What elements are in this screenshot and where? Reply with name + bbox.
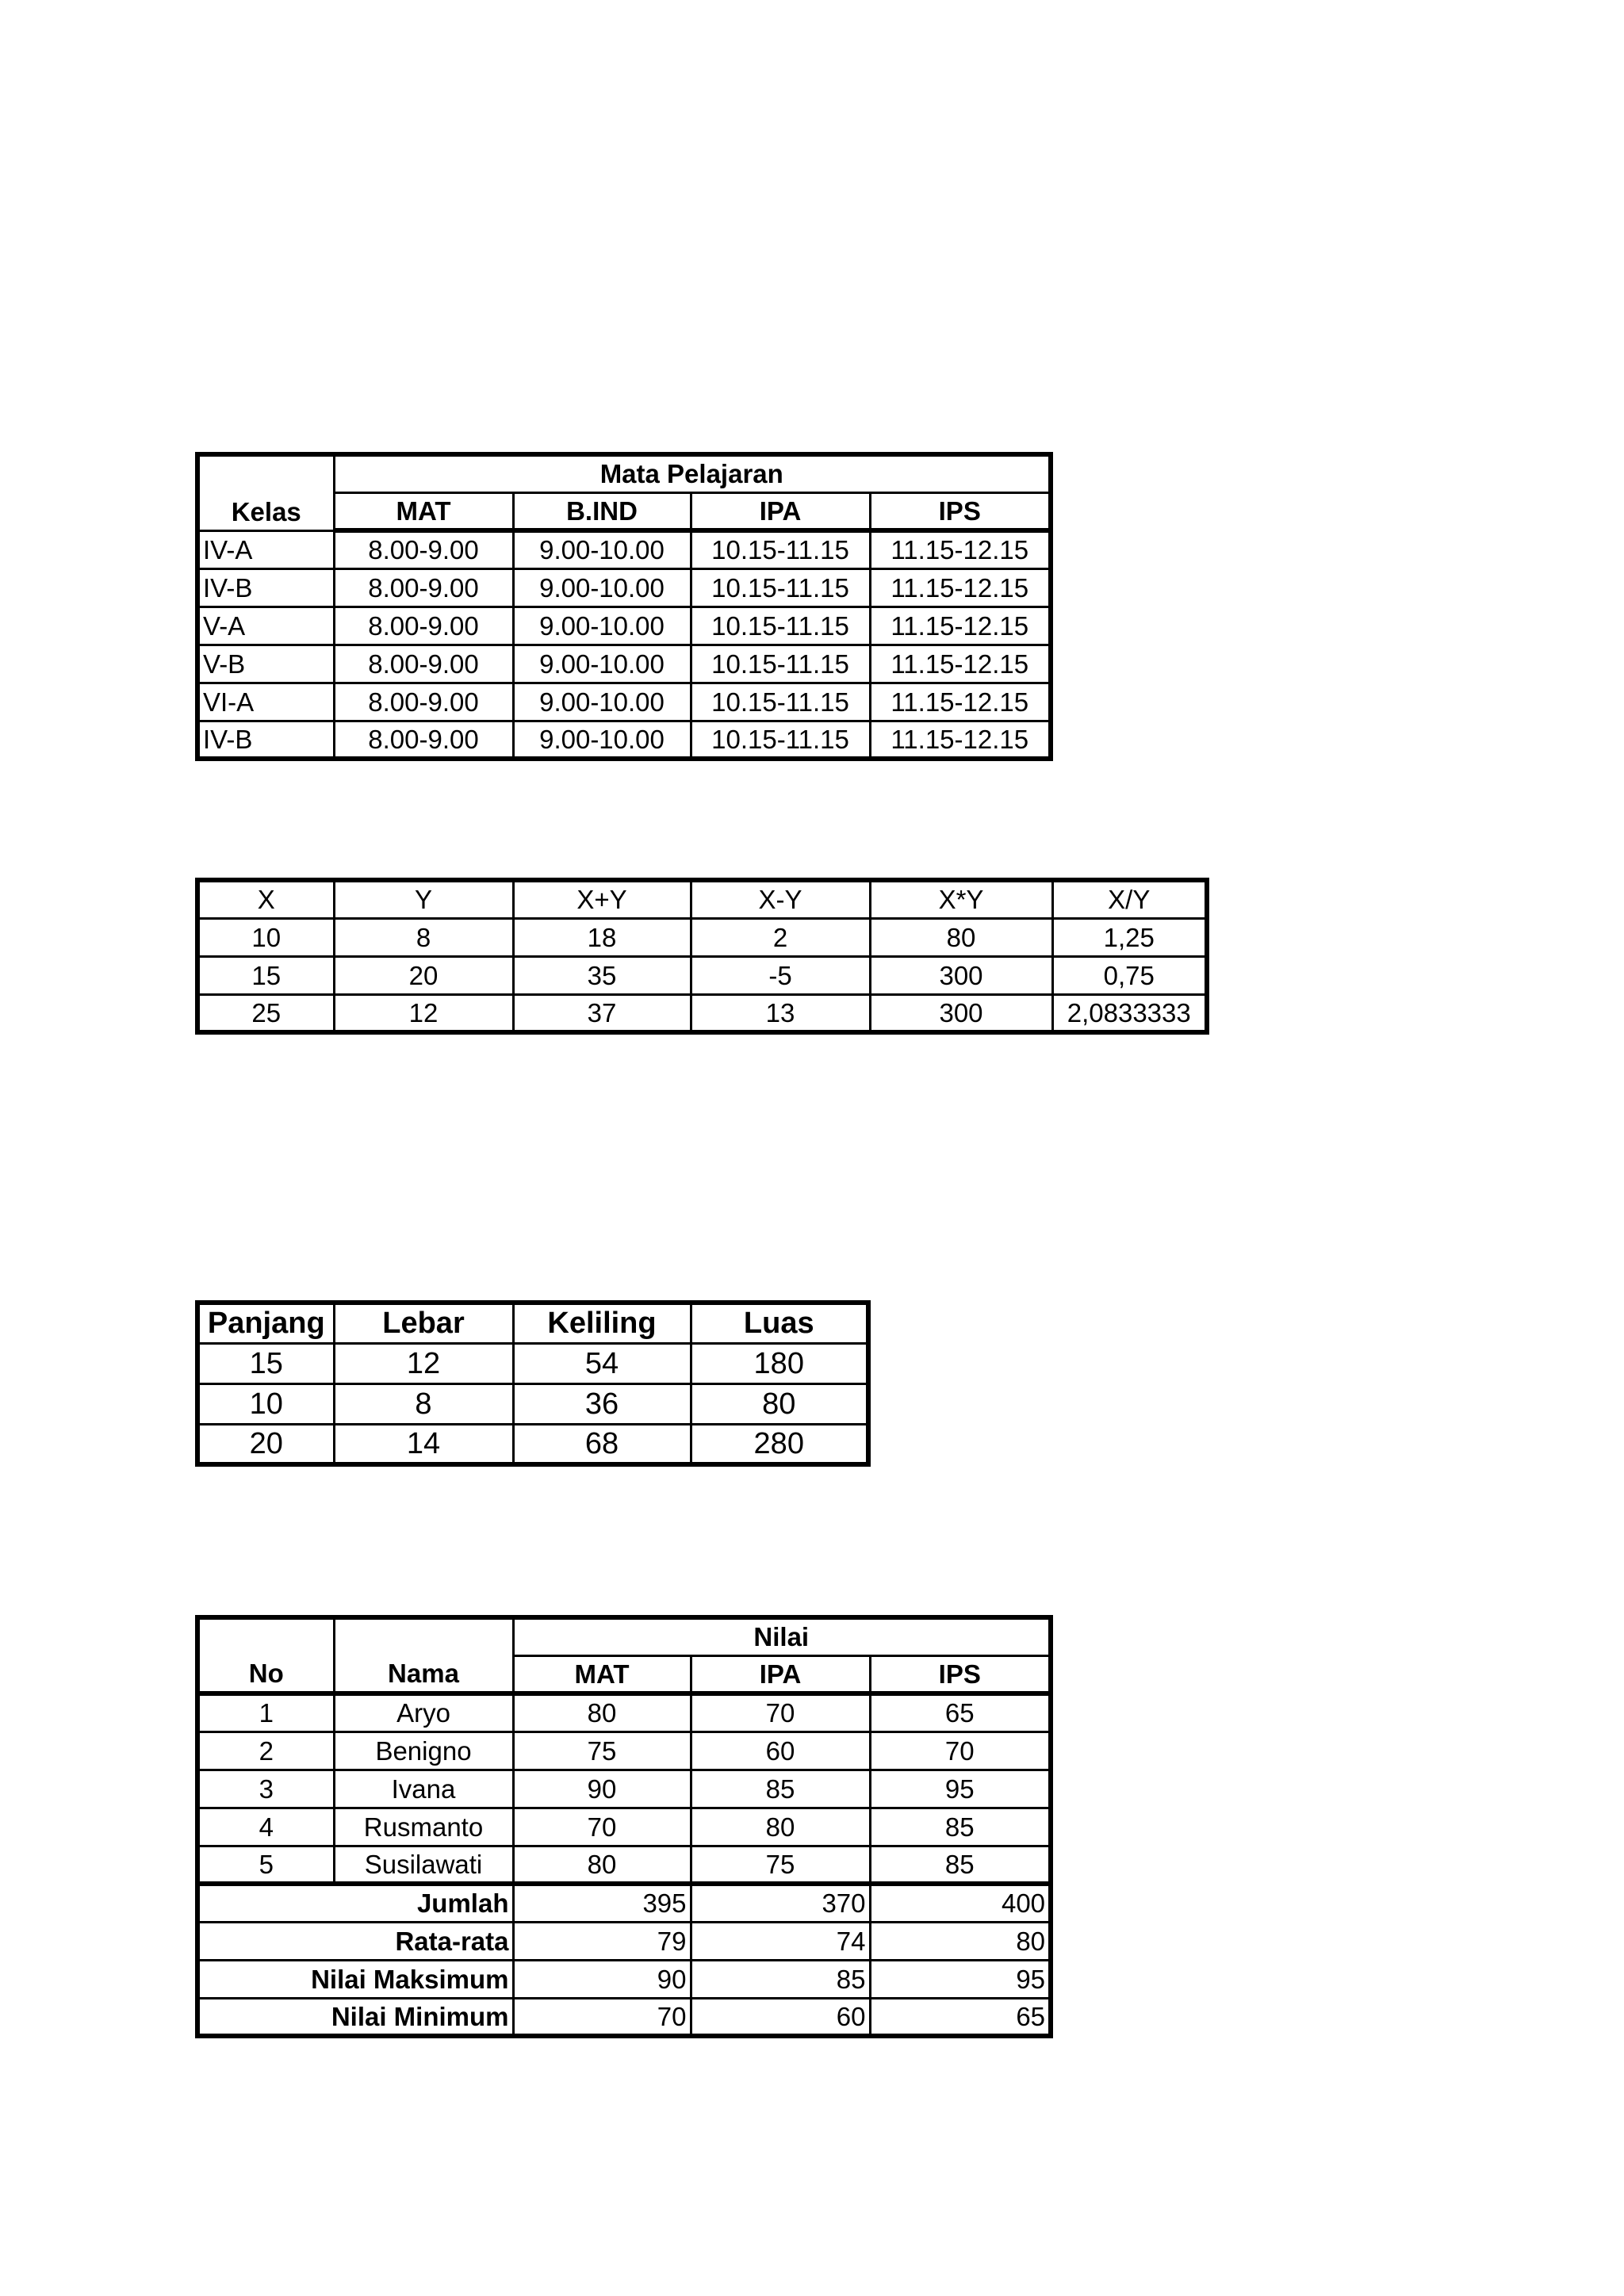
table-row <box>197 683 1051 721</box>
table-cell: 15 <box>197 1343 334 1383</box>
time-cell: 11.15-12.15 <box>870 683 1051 721</box>
time-cell: 8.00-9.00 <box>334 721 513 759</box>
kelas-cell: VI-A <box>197 683 334 721</box>
table-row <box>197 918 1207 956</box>
column-header: X/Y <box>1052 880 1207 918</box>
column-header: Y <box>334 880 513 918</box>
table-row <box>197 1846 1051 1884</box>
time-cell: 11.15-12.15 <box>870 568 1051 607</box>
table-cell: 0,75 <box>1052 956 1207 994</box>
table-cell: 25 <box>197 994 334 1032</box>
nama-cell: Aryo <box>334 1693 513 1732</box>
column-header: MAT <box>513 1655 691 1693</box>
summary-value: 395 <box>513 1884 691 1922</box>
score-cell: 85 <box>691 1770 870 1808</box>
time-cell: 8.00-9.00 <box>334 683 513 721</box>
summary-row <box>197 1998 1051 2036</box>
table-cell: 20 <box>197 1424 334 1464</box>
summary-label: Rata-rata <box>197 1922 513 1960</box>
table-cell: 35 <box>513 956 691 994</box>
table-cell: 8 <box>334 1383 513 1424</box>
time-cell: 9.00-10.00 <box>513 568 691 607</box>
kelas-cell: IV-B <box>197 721 334 759</box>
time-cell: 10.15-11.15 <box>691 568 870 607</box>
time-cell: 10.15-11.15 <box>691 530 870 568</box>
nama-cell: Benigno <box>334 1732 513 1770</box>
summary-row <box>197 1960 1051 1998</box>
table-row <box>197 1808 1051 1846</box>
column-header: X <box>197 880 334 918</box>
table-cell: 2 <box>691 918 870 956</box>
column-header: X*Y <box>870 880 1052 918</box>
nama-cell: Ivana <box>334 1770 513 1808</box>
schedule-table <box>195 452 1053 761</box>
column-header: Panjang <box>197 1303 334 1343</box>
score-cell: 60 <box>691 1732 870 1770</box>
table-cell: 300 <box>870 956 1052 994</box>
no-cell: 5 <box>197 1846 334 1884</box>
table-cell: -5 <box>691 956 870 994</box>
table-cell: 12 <box>334 994 513 1032</box>
time-cell: 10.15-11.15 <box>691 645 870 683</box>
time-cell: 11.15-12.15 <box>870 721 1051 759</box>
time-cell: 9.00-10.00 <box>513 607 691 645</box>
summary-value: 79 <box>513 1922 691 1960</box>
summary-value: 65 <box>870 1998 1051 2036</box>
no-cell: 3 <box>197 1770 334 1808</box>
table-row <box>197 607 1051 645</box>
kelas-cell: IV-A <box>197 530 334 568</box>
table-cell: 14 <box>334 1424 513 1464</box>
table-cell: 80 <box>870 918 1052 956</box>
grades-table <box>195 1615 1053 2038</box>
table-row <box>197 721 1051 759</box>
summary-value: 74 <box>691 1922 870 1960</box>
column-header: IPA <box>691 492 870 530</box>
column-header: B.IND <box>513 492 691 530</box>
table-cell: 37 <box>513 994 691 1032</box>
score-cell: 90 <box>513 1770 691 1808</box>
table-cell: 2,0833333 <box>1052 994 1207 1032</box>
time-cell: 8.00-9.00 <box>334 568 513 607</box>
time-cell: 10.15-11.15 <box>691 721 870 759</box>
summary-value: 95 <box>870 1960 1051 1998</box>
table-cell: 10 <box>197 918 334 956</box>
score-cell: 75 <box>513 1732 691 1770</box>
time-cell: 9.00-10.00 <box>513 645 691 683</box>
column-header: Lebar <box>334 1303 513 1343</box>
summary-value: 370 <box>691 1884 870 1922</box>
table-row <box>197 1732 1051 1770</box>
table-cell: 80 <box>691 1383 868 1424</box>
table-row <box>197 1693 1051 1732</box>
summary-row <box>197 1884 1051 1922</box>
time-cell: 10.15-11.15 <box>691 607 870 645</box>
nama-cell: Rusmanto <box>334 1808 513 1846</box>
table-cell: 1,25 <box>1052 918 1207 956</box>
rectangle-table <box>195 1300 871 1467</box>
summary-value: 60 <box>691 1998 870 2036</box>
no-cell: 4 <box>197 1808 334 1846</box>
score-cell: 85 <box>870 1846 1051 1884</box>
table-cell: 10 <box>197 1383 334 1424</box>
column-header: X-Y <box>691 880 870 918</box>
score-cell: 80 <box>691 1808 870 1846</box>
score-cell: 80 <box>513 1846 691 1884</box>
kelas-cell: V-A <box>197 607 334 645</box>
time-cell: 10.15-11.15 <box>691 683 870 721</box>
summary-label: Jumlah <box>197 1884 513 1922</box>
table-cell: 180 <box>691 1343 868 1383</box>
time-cell: 8.00-9.00 <box>334 645 513 683</box>
time-cell: 11.15-12.15 <box>870 530 1051 568</box>
summary-value: 70 <box>513 1998 691 2036</box>
table-row <box>197 1770 1051 1808</box>
column-header: X+Y <box>513 880 691 918</box>
score-cell: 70 <box>691 1693 870 1732</box>
score-cell: 85 <box>870 1808 1051 1846</box>
column-header: IPS <box>870 492 1051 530</box>
summary-row <box>197 1922 1051 1960</box>
nilai-header: Nilai <box>513 1617 1051 1655</box>
score-cell: 65 <box>870 1693 1051 1732</box>
time-cell: 9.00-10.00 <box>513 721 691 759</box>
summary-value: 90 <box>513 1960 691 1998</box>
table-cell: 36 <box>513 1383 691 1424</box>
summary-label: Nilai Minimum <box>197 1998 513 2036</box>
table-cell: 13 <box>691 994 870 1032</box>
time-cell: 8.00-9.00 <box>334 530 513 568</box>
score-cell: 70 <box>513 1808 691 1846</box>
column-header: Luas <box>691 1303 868 1343</box>
table-row <box>197 530 1051 568</box>
summary-value: 400 <box>870 1884 1051 1922</box>
no-header: No <box>197 1617 334 1693</box>
table-cell: 54 <box>513 1343 691 1383</box>
kelas-cell: V-B <box>197 645 334 683</box>
no-cell: 1 <box>197 1693 334 1732</box>
table-row <box>197 1343 868 1383</box>
time-cell: 8.00-9.00 <box>334 607 513 645</box>
kelas-header: Kelas <box>197 454 334 530</box>
table-cell: 280 <box>691 1424 868 1464</box>
column-header: IPS <box>870 1655 1051 1693</box>
no-cell: 2 <box>197 1732 334 1770</box>
score-cell: 75 <box>691 1846 870 1884</box>
table-cell: 15 <box>197 956 334 994</box>
time-cell: 11.15-12.15 <box>870 645 1051 683</box>
nama-header: Nama <box>334 1617 513 1693</box>
table-row <box>197 568 1051 607</box>
summary-label: Nilai Maksimum <box>197 1960 513 1998</box>
arithmetic-table <box>195 878 1209 1035</box>
table-cell: 8 <box>334 918 513 956</box>
time-cell: 9.00-10.00 <box>513 530 691 568</box>
table-cell: 20 <box>334 956 513 994</box>
score-cell: 95 <box>870 1770 1051 1808</box>
summary-value: 80 <box>870 1922 1051 1960</box>
score-cell: 70 <box>870 1732 1051 1770</box>
nama-cell: Susilawati <box>334 1846 513 1884</box>
table-cell: 12 <box>334 1343 513 1383</box>
table-cell: 68 <box>513 1424 691 1464</box>
mata-pelajaran-header: Mata Pelajaran <box>334 454 1051 492</box>
table-row <box>197 1424 868 1464</box>
table-row <box>197 645 1051 683</box>
column-header: IPA <box>691 1655 870 1693</box>
column-header: MAT <box>334 492 513 530</box>
table-row <box>197 956 1207 994</box>
column-header: Keliling <box>513 1303 691 1343</box>
score-cell: 80 <box>513 1693 691 1732</box>
table-cell: 300 <box>870 994 1052 1032</box>
table-row <box>197 994 1207 1032</box>
table-cell: 18 <box>513 918 691 956</box>
summary-value: 85 <box>691 1960 870 1998</box>
time-cell: 11.15-12.15 <box>870 607 1051 645</box>
time-cell: 9.00-10.00 <box>513 683 691 721</box>
table-row <box>197 1383 868 1424</box>
kelas-cell: IV-B <box>197 568 334 607</box>
